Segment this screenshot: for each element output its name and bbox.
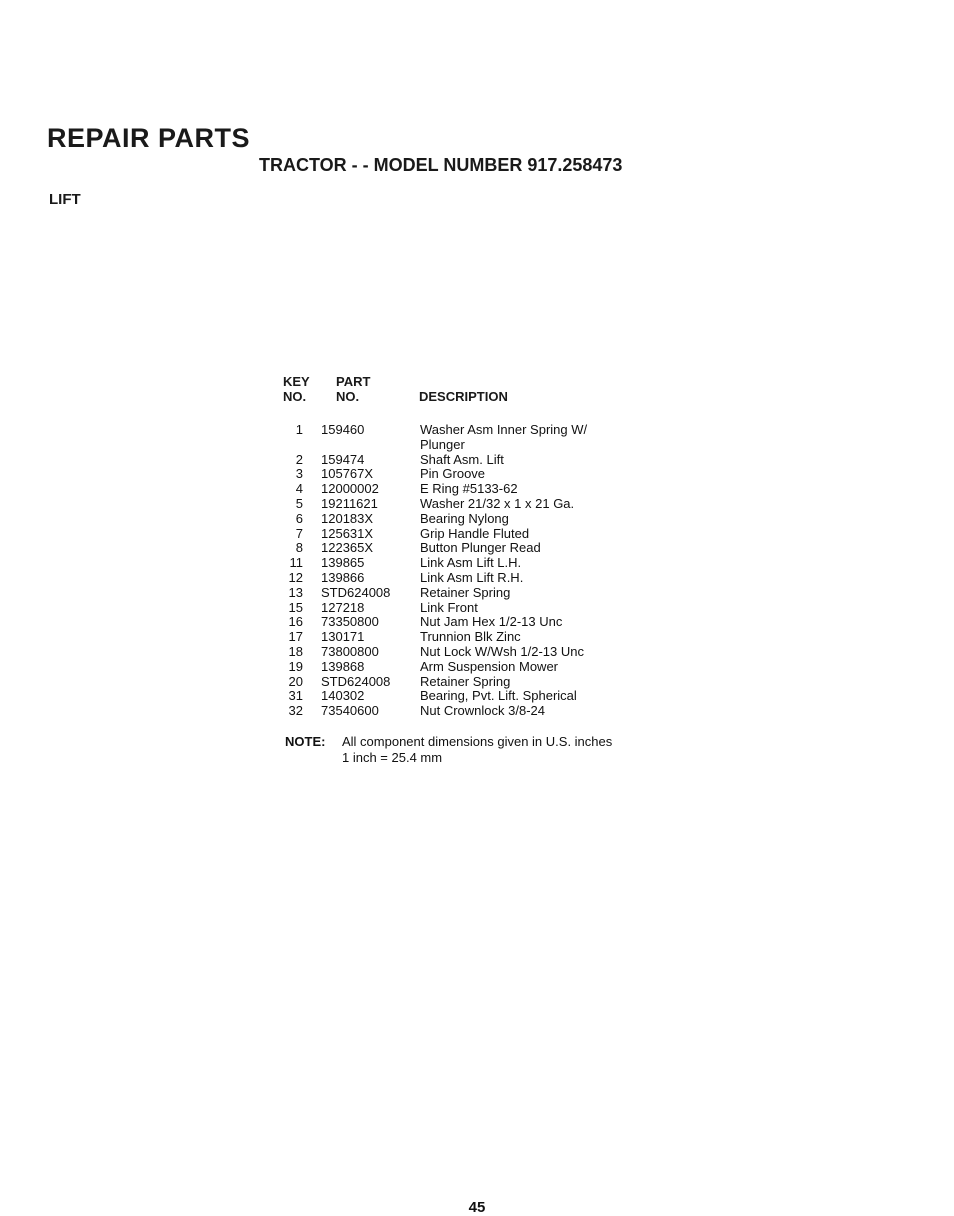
- table-row: [283, 453, 683, 468]
- part-number: 19211621: [321, 495, 378, 511]
- part-description: Grip Handle Fluted: [420, 525, 530, 541]
- key-number: 1: [295, 422, 303, 437]
- description-column-header: DESCRIPTION: [419, 389, 508, 404]
- table-row: [283, 586, 683, 601]
- key-number: 6: [295, 510, 303, 526]
- key-number: 13: [288, 584, 303, 600]
- part-number: 159474: [321, 451, 365, 467]
- part-description: Button Plunger Read: [420, 540, 541, 556]
- table-row: [283, 467, 683, 482]
- key-column-header: [283, 374, 310, 404]
- table-row: [283, 556, 683, 571]
- key-number: 12: [288, 569, 303, 585]
- key-number: 15: [288, 599, 303, 615]
- part-number: 125631X: [321, 525, 374, 541]
- key-number: 19: [288, 658, 303, 674]
- part-description: Arm Suspension Mower: [420, 658, 558, 674]
- table-row: [283, 541, 683, 556]
- part-description: Nut Crownlock 3/8-24: [420, 703, 545, 719]
- part-number: 12000002: [321, 481, 379, 497]
- part-number: 139868: [321, 658, 365, 674]
- part-description: Nut Lock W/Wsh 1/2-13 Unc: [420, 643, 584, 659]
- note-label: NOTE:: [285, 734, 326, 749]
- key-number: 20: [288, 673, 303, 689]
- table-row: [283, 704, 683, 719]
- key-number: 5: [295, 495, 303, 511]
- key-number: 32: [288, 703, 303, 719]
- table-row: [283, 423, 683, 453]
- part-description: Shaft Asm. Lift: [420, 451, 504, 467]
- model-title: TRACTOR - - MODEL NUMBER 917.258473: [259, 155, 623, 175]
- part-description: Bearing, Pvt. Lift. Spherical: [420, 688, 577, 704]
- part-number: 122365X: [321, 540, 374, 556]
- part-number: 73540600: [321, 703, 379, 719]
- table-row: [283, 645, 683, 660]
- part-number: 140302: [321, 688, 365, 704]
- part-description: Pin Groove: [420, 466, 486, 482]
- note-line-2: 1 inch = 25.4 mm: [342, 750, 443, 765]
- part-description: Link Asm Lift R.H.: [420, 569, 524, 585]
- part-description: Trunnion Blk Zinc: [420, 629, 521, 645]
- key-number: 18: [288, 643, 303, 659]
- key-header-line-1: KEY: [283, 374, 310, 389]
- part-header-line-2: NO.: [336, 389, 360, 404]
- part-number: 73350800: [321, 614, 379, 630]
- part-description: Bearing Nylong: [420, 510, 509, 526]
- part-number: 130171: [321, 629, 365, 645]
- part-description: Link Front: [420, 599, 478, 615]
- table-row: [283, 689, 683, 704]
- key-number: 17: [288, 629, 303, 645]
- section-title: LIFT: [49, 191, 81, 208]
- part-number: 139866: [321, 569, 365, 585]
- page-number: 45: [468, 1199, 486, 1216]
- part-description: Retainer Spring: [420, 584, 511, 600]
- part-number: 120183X: [321, 510, 374, 526]
- part-number: 73800800: [321, 643, 379, 659]
- table-row: [283, 527, 683, 542]
- part-header-line-1: PART: [336, 374, 371, 389]
- table-row: [283, 630, 683, 645]
- parts-table: [283, 423, 683, 719]
- part-description: Retainer Spring: [420, 673, 511, 689]
- key-number: 31: [288, 688, 303, 704]
- part-description: Washer Asm Inner Spring W/ Plunger: [420, 422, 588, 452]
- key-number: 7: [295, 525, 303, 541]
- table-row: [283, 675, 683, 690]
- part-number: 105767X: [321, 466, 374, 482]
- table-row: [283, 571, 683, 586]
- part-number: 127218: [321, 599, 365, 615]
- part-number: STD624008: [321, 673, 391, 689]
- part-description: Washer 21/32 x 1 x 21 Ga.: [420, 495, 575, 511]
- note-text: [342, 734, 612, 766]
- key-header-line-2: NO.: [283, 389, 307, 404]
- page-heading: REPAIR PARTS: [47, 123, 251, 153]
- part-description: Link Asm Lift L.H.: [420, 555, 522, 571]
- part-number: 159460: [321, 422, 365, 437]
- key-number: 2: [295, 451, 303, 467]
- key-number: 16: [288, 614, 303, 630]
- part-column-header: [336, 374, 370, 404]
- key-number: 11: [289, 555, 303, 571]
- table-row: [283, 482, 683, 497]
- part-number: 139865: [321, 555, 365, 571]
- key-number: 3: [295, 466, 303, 482]
- note-line-1: All component dimensions given in U.S. inches: [342, 734, 613, 749]
- key-number: 8: [295, 540, 303, 556]
- part-number: STD624008: [321, 584, 391, 600]
- table-row: [283, 497, 683, 512]
- table-row: [283, 615, 683, 630]
- table-row: [283, 512, 683, 527]
- table-row: [283, 601, 683, 616]
- key-number: 4: [295, 481, 303, 497]
- table-row: [283, 660, 683, 675]
- part-description: E Ring #5133-62: [420, 481, 518, 497]
- part-description: Nut Jam Hex 1/2-13 Unc: [420, 614, 563, 630]
